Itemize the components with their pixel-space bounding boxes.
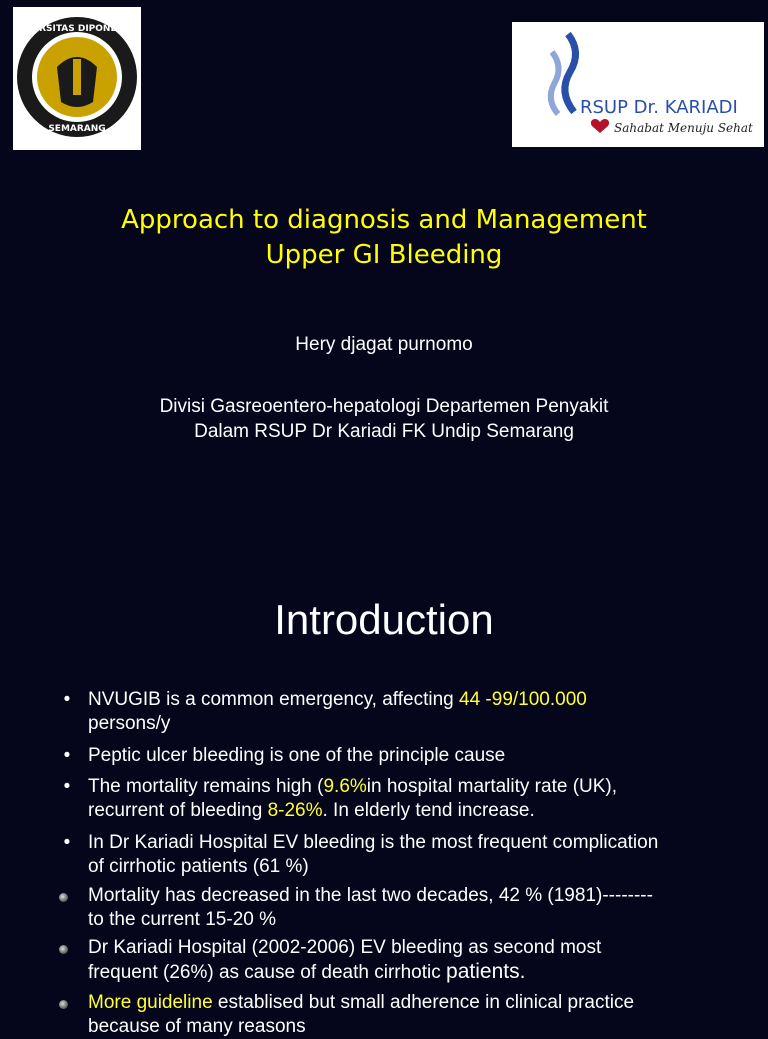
introduction-title: Introduction [274,596,494,643]
author-name: Hery djagat purnomo [295,334,473,355]
bullet-item: • In Dr Kariadi Hospital EV bleeding is the most frequent complication of cirrhotic patients (61 %) [88,831,748,879]
affiliation-line1: Divisi Gasreoentero-hepatologi Departemen Penyakit [159,396,609,417]
bullet-dot-icon [59,893,68,902]
bullet-item: Mortality has decreased in the last two decades, 42 % (1981)-------- to the current 15-20 % [88,884,748,932]
rsup-name: RSUP Dr. KARIADI [580,97,738,118]
bullet-item: • Peptic ulcer bleeding is one of the principle cause [88,744,748,768]
bullet-item: • The mortality remains high (9.6%in hospital martality rate (UK), recurrent of bleeding 8-26%. In elderly tend increase. [88,775,748,823]
rsup-kariadi-logo [512,22,764,147]
bullet-item: Dr Kariadi Hospital (2002-2006) EV bleeding as second most frequent (26%) as cause of death cirrhotic patients. [88,936,748,985]
slide-title-line1: Approach to diagnosis and Management [121,205,647,235]
seal-text-top: UNIVERSITAS DIPONEGORO [13,24,141,34]
bullet-item: More guideline establised but small adherence in clinical practice because of many reasons [88,991,748,1039]
bullet-marker: • [63,832,71,853]
bullet-dot-icon [59,1000,68,1009]
bullet-marker: • [63,689,71,710]
undip-logo [13,7,141,150]
bullet-marker: • [63,745,71,766]
kariadi-wave-icon [512,22,764,147]
rsup-tagline: Sahabat Menuju Sehat [614,121,753,135]
seal-text-bottom: SEMARANG [48,124,106,134]
affiliation-line2: Dalam RSUP Dr Kariadi FK Undip Semarang [194,421,574,442]
slide-title-line2: Upper GI Bleeding [265,240,503,270]
bullet-marker: • [63,776,71,797]
bullet-dot-icon [59,945,68,954]
heart-icon [591,119,609,133]
university-seal-icon [13,7,141,150]
bullet-item: • NVUGIB is a common emergency, affecting 44 -99/100.000 persons/y [88,688,748,736]
